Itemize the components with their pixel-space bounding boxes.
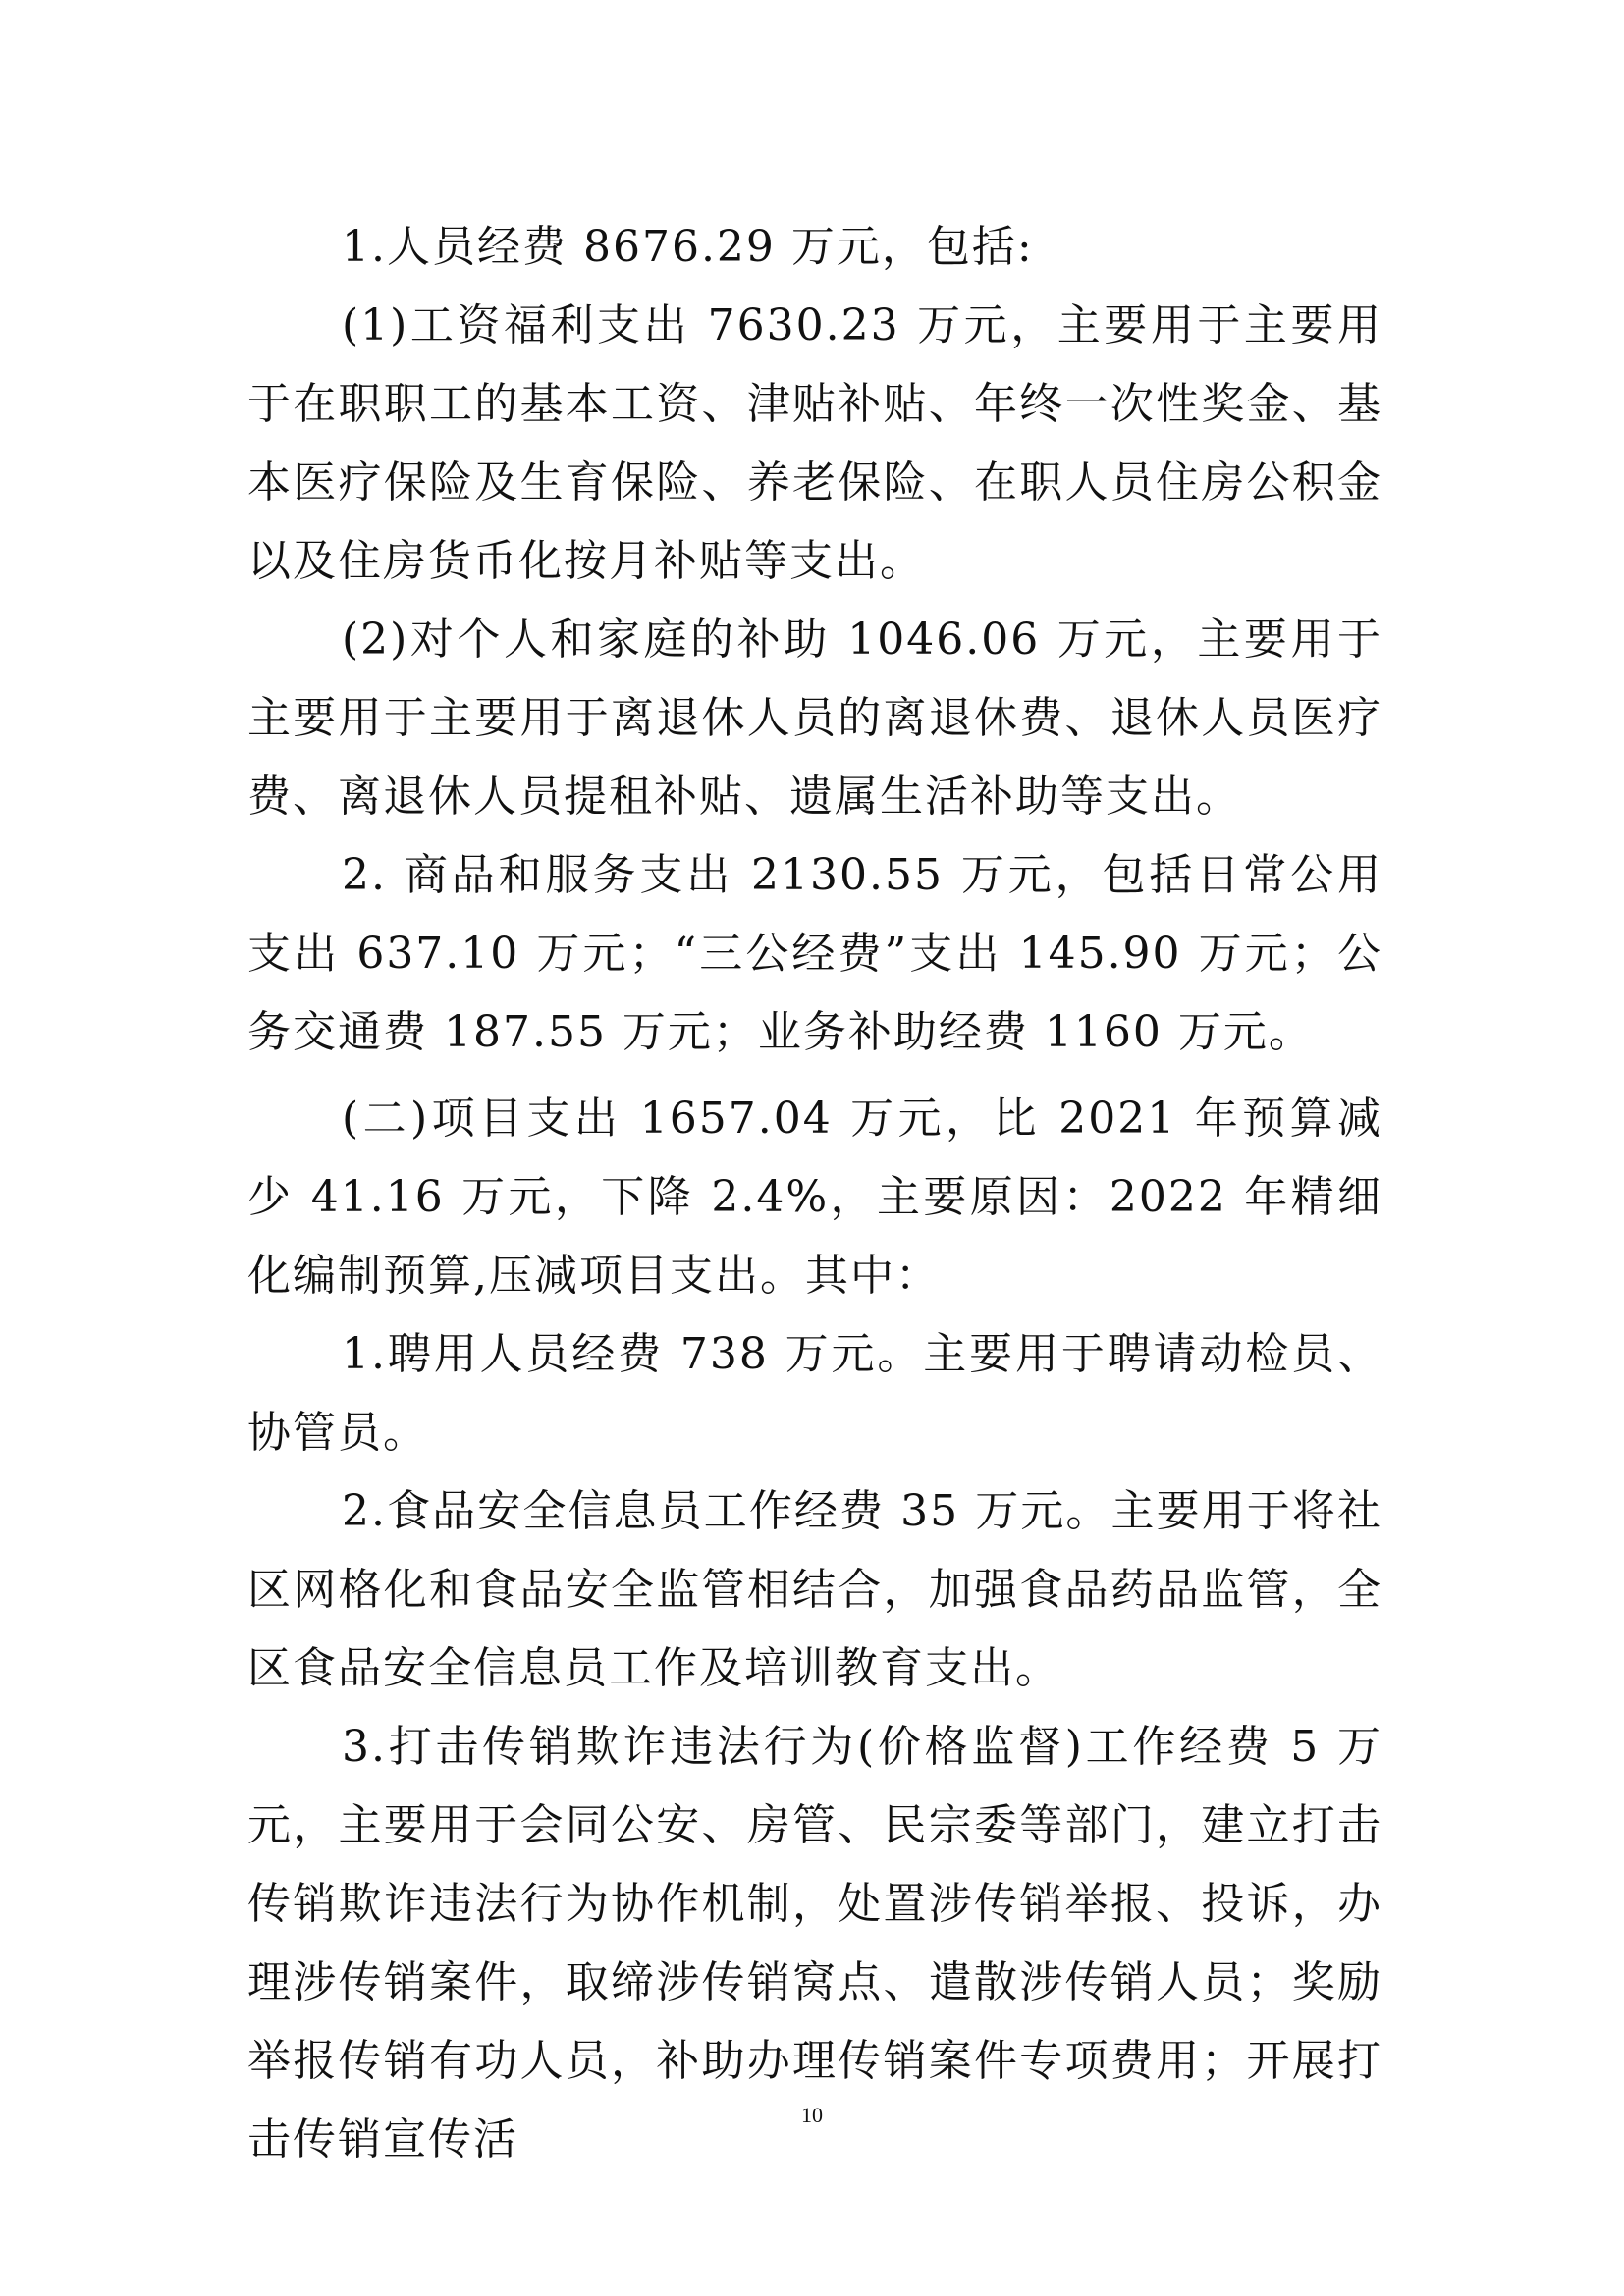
paragraph-goods-services: 2. 商品和服务支出 2130.55 万元，包括日常公用支出 637.10 万元；“三公经费”支出 145.90 万元；公务交通费 187.55 万元；业务补助经费 1160 万元。 [247, 850, 1382, 1057]
paragraph-hired-staff: 1.聘用人员经费 738 万元。主要用于聘请动检员、协管员。 [247, 1329, 1382, 1458]
paragraph-project-expenditure: (二)项目支出 1657.04 万元，比 2021 年预算减少 41.16 万元，下降 2.4%，主要原因：2022 年精细化编制预算,压减项目支出。其中： [247, 1094, 1382, 1301]
paragraph-personnel-expenses: 1.人员经费 8676.29 万元，包括: [342, 222, 1034, 272]
paragraph-food-safety: 2.食品安全信息员工作经费 35 万元。主要用于将社区网格化和食品安全监管相结合，加强食品药品监管，全区食品安全信息员工作及培训教育支出。 [247, 1486, 1382, 1693]
page-number: 10 [801, 2103, 823, 2127]
paragraph-anti-pyramid-scheme: 3.打击传销欺诈违法行为(价格监督)工作经费 5 万元，主要用于会同公安、房管、民宗委等部门，建立打击传销欺诈违法行为协作机制，处置涉传销举报、投诉，办理涉传销案件，取缔涉传销窝点、遣散涉传销人员；奖励举报传销有功人员，补助办理传销案件专项费用；开展打击传销宣传活 [247, 1722, 1382, 2164]
document-body [247, 208, 1382, 2179]
paragraph-household-subsidy: (2)对个人和家庭的补助 1046.06 万元，主要用于主要用于主要用于离退休人员的离退休费、退休人员医疗费、离退休人员提租补贴、遗属生活补助等支出。 [247, 614, 1382, 822]
paragraph-wage-welfare: (1)工资福利支出 7630.23 万元，主要用于主要用于在职职工的基本工资、津贴补贴、年终一次性奖金、基本医疗保险及生育保险、养老保险、在职人员住房公积金以及住房货币化按月补贴等支出。 [247, 300, 1382, 586]
